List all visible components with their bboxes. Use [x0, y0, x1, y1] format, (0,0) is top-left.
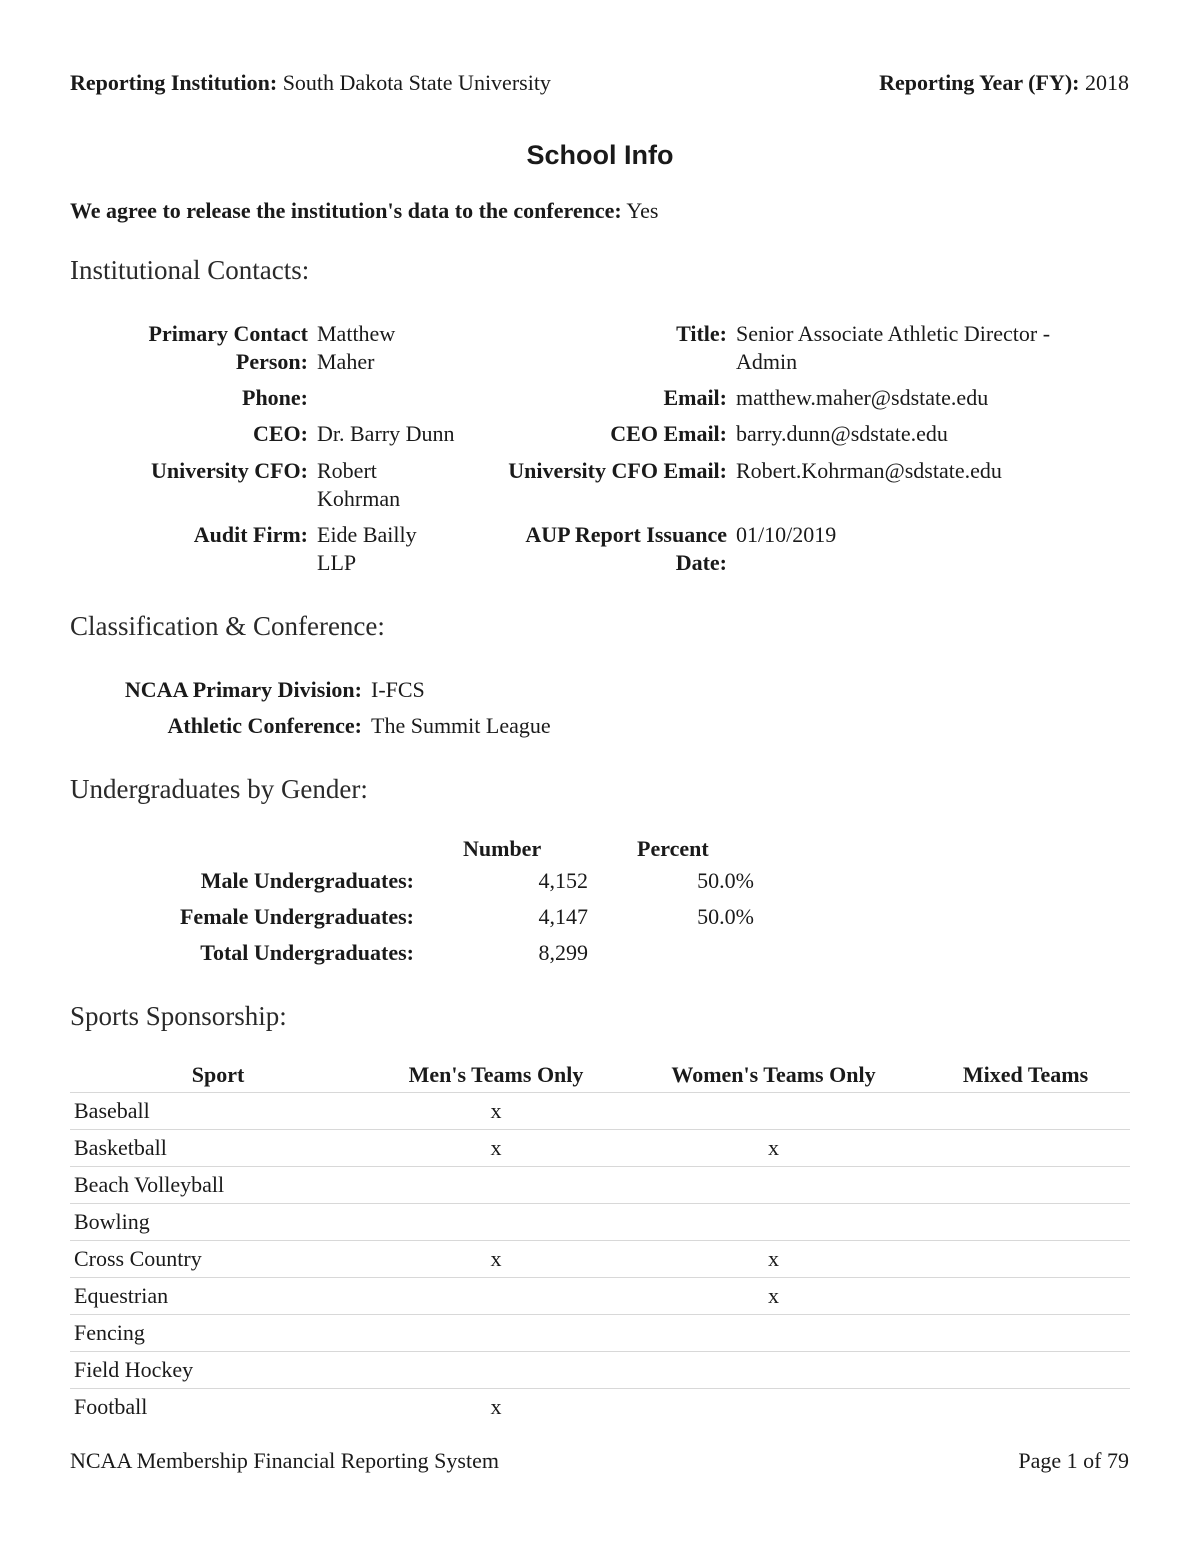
table-row	[70, 1093, 1130, 1130]
institution-label: Reporting Institution:	[70, 70, 278, 95]
total-number: 8,299	[538, 940, 588, 965]
reporting-institution	[70, 70, 551, 96]
ceo-email-label: CEO Email:	[610, 421, 727, 446]
agreement-line	[70, 197, 658, 225]
year-label: Reporting Year (FY):	[879, 70, 1080, 95]
sport-name: Beach Volleyball	[70, 1167, 366, 1204]
mixed-mark	[921, 1278, 1130, 1315]
sport-name: Fencing	[70, 1315, 366, 1352]
mens-mark	[366, 1167, 626, 1204]
womens-mark	[626, 1315, 921, 1352]
mens-mark	[366, 1315, 626, 1352]
col-mens: Men's Teams Only	[366, 1060, 626, 1093]
womens-mark: x	[626, 1130, 921, 1167]
primary-contact-value-line1: Matthew	[317, 321, 396, 346]
institution-value: South Dakota State University	[282, 70, 551, 95]
audit-firm-value-line1: Eide Bailly	[317, 522, 417, 547]
mens-mark: x	[366, 1093, 626, 1130]
conference-label: Athletic Conference:	[167, 713, 362, 738]
col-number-header: Number	[463, 836, 542, 861]
email-value: matthew.maher@sdstate.edu	[736, 385, 989, 410]
womens-mark	[626, 1093, 921, 1130]
mens-mark	[366, 1204, 626, 1241]
sport-name: Equestrian	[70, 1278, 366, 1315]
primary-contact-value	[317, 320, 395, 376]
footer-page-number: Page 1 of 79	[1018, 1448, 1129, 1473]
reporting-year	[879, 70, 1129, 96]
division-value: I-FCS	[371, 677, 425, 702]
male-percent: 50.0%	[697, 868, 754, 893]
mixed-mark	[921, 1241, 1130, 1278]
sports-header-row	[70, 1060, 1130, 1093]
sport-name: Bowling	[70, 1204, 366, 1241]
womens-mark: x	[626, 1241, 921, 1278]
sport-name: Football	[74, 1394, 148, 1419]
audit-firm-value-line2: LLP	[317, 550, 357, 575]
table-row	[70, 1278, 1130, 1315]
female-number: 4,147	[538, 904, 588, 929]
aup-date-label	[525, 521, 727, 577]
mens-mark	[366, 1278, 626, 1315]
cfo-email-value: Robert.Kohrman@sdstate.edu	[736, 458, 1002, 483]
sport-name: Baseball	[70, 1093, 366, 1130]
cfo-value	[317, 457, 400, 513]
col-sport: Sport	[70, 1060, 366, 1093]
cfo-label: University CFO:	[150, 458, 308, 483]
phone-label: Phone:	[242, 385, 308, 410]
table-row	[70, 1204, 1130, 1241]
agreement-value: Yes	[626, 198, 659, 223]
table-row	[70, 1389, 1130, 1426]
mixed-mark	[921, 1204, 1130, 1241]
mixed-mark	[921, 1389, 1130, 1426]
col-womens: Women's Teams Only	[626, 1060, 921, 1093]
agreement-label: We agree to release the institution's data to the conference:	[70, 198, 622, 223]
col-percent-header: Percent	[637, 836, 709, 861]
title-value-line2: Admin	[736, 349, 798, 374]
table-row	[70, 1130, 1130, 1167]
womens-mark	[626, 1389, 921, 1426]
mixed-mark	[921, 1167, 1130, 1204]
mens-mark: x	[490, 1394, 502, 1419]
womens-mark	[626, 1352, 921, 1389]
sport-name: Field Hockey	[70, 1352, 366, 1389]
primary-contact-value-line2: Maher	[317, 349, 375, 374]
audit-firm-label: Audit Firm:	[193, 522, 308, 547]
aup-date-value: 01/10/2019	[736, 522, 837, 547]
table-row	[70, 1167, 1130, 1204]
cfo-email-label: University CFO Email:	[508, 458, 727, 483]
mixed-mark	[921, 1093, 1130, 1130]
sports-table	[70, 1060, 1130, 1425]
classification-heading: Classification & Conference:	[70, 611, 385, 641]
primary-contact-label-line2: Person:	[235, 349, 308, 374]
mens-mark: x	[366, 1130, 626, 1167]
male-label: Male Undergraduates:	[200, 868, 414, 893]
mixed-mark	[921, 1352, 1130, 1389]
ceo-value: Dr. Barry Dunn	[317, 421, 455, 446]
male-number: 4,152	[538, 868, 588, 893]
footer-system: NCAA Membership Financial Reporting System	[70, 1448, 499, 1473]
table-row	[70, 1315, 1130, 1352]
cfo-value-line2: Kohrman	[317, 486, 401, 511]
womens-mark: x	[626, 1278, 921, 1315]
cfo-value-line1: Robert	[317, 458, 377, 483]
table-row	[70, 1352, 1130, 1389]
col-mixed: Mixed Teams	[921, 1060, 1130, 1093]
primary-contact-label-line1: Primary Contact	[148, 321, 308, 346]
primary-contact-label	[149, 320, 308, 376]
female-label: Female Undergraduates:	[179, 904, 414, 929]
aup-date-label-line1: AUP Report Issuance	[525, 522, 727, 547]
womens-mark	[626, 1167, 921, 1204]
total-label: Total Undergraduates:	[200, 940, 414, 965]
female-percent: 50.0%	[697, 904, 754, 929]
sports-heading: Sports Sponsorship:	[70, 1001, 287, 1031]
email-label: Email:	[663, 385, 727, 410]
mixed-mark	[921, 1130, 1130, 1167]
title-value	[736, 320, 1050, 376]
division-label: NCAA Primary Division:	[124, 677, 362, 702]
page-title: School Info	[526, 140, 674, 170]
ceo-email-value: barry.dunn@sdstate.edu	[736, 421, 948, 446]
audit-firm-value	[317, 521, 417, 577]
sport-name: Basketball	[70, 1130, 366, 1167]
womens-mark	[626, 1204, 921, 1241]
contacts-heading: Institutional Contacts:	[70, 255, 310, 285]
title-label: Title:	[676, 321, 727, 346]
title-value-line1: Senior Associate Athletic Director -	[736, 321, 1051, 346]
table-row	[70, 1241, 1130, 1278]
sport-name: Cross Country	[70, 1241, 366, 1278]
conference-value: The Summit League	[371, 713, 551, 738]
mens-mark	[366, 1352, 626, 1389]
mens-mark: x	[366, 1241, 626, 1278]
year-value: 2018	[1085, 70, 1129, 95]
aup-date-label-line2: Date:	[675, 550, 727, 575]
ceo-label: CEO:	[253, 421, 308, 446]
mixed-mark	[921, 1315, 1130, 1352]
undergrads-heading: Undergraduates by Gender:	[70, 774, 368, 804]
